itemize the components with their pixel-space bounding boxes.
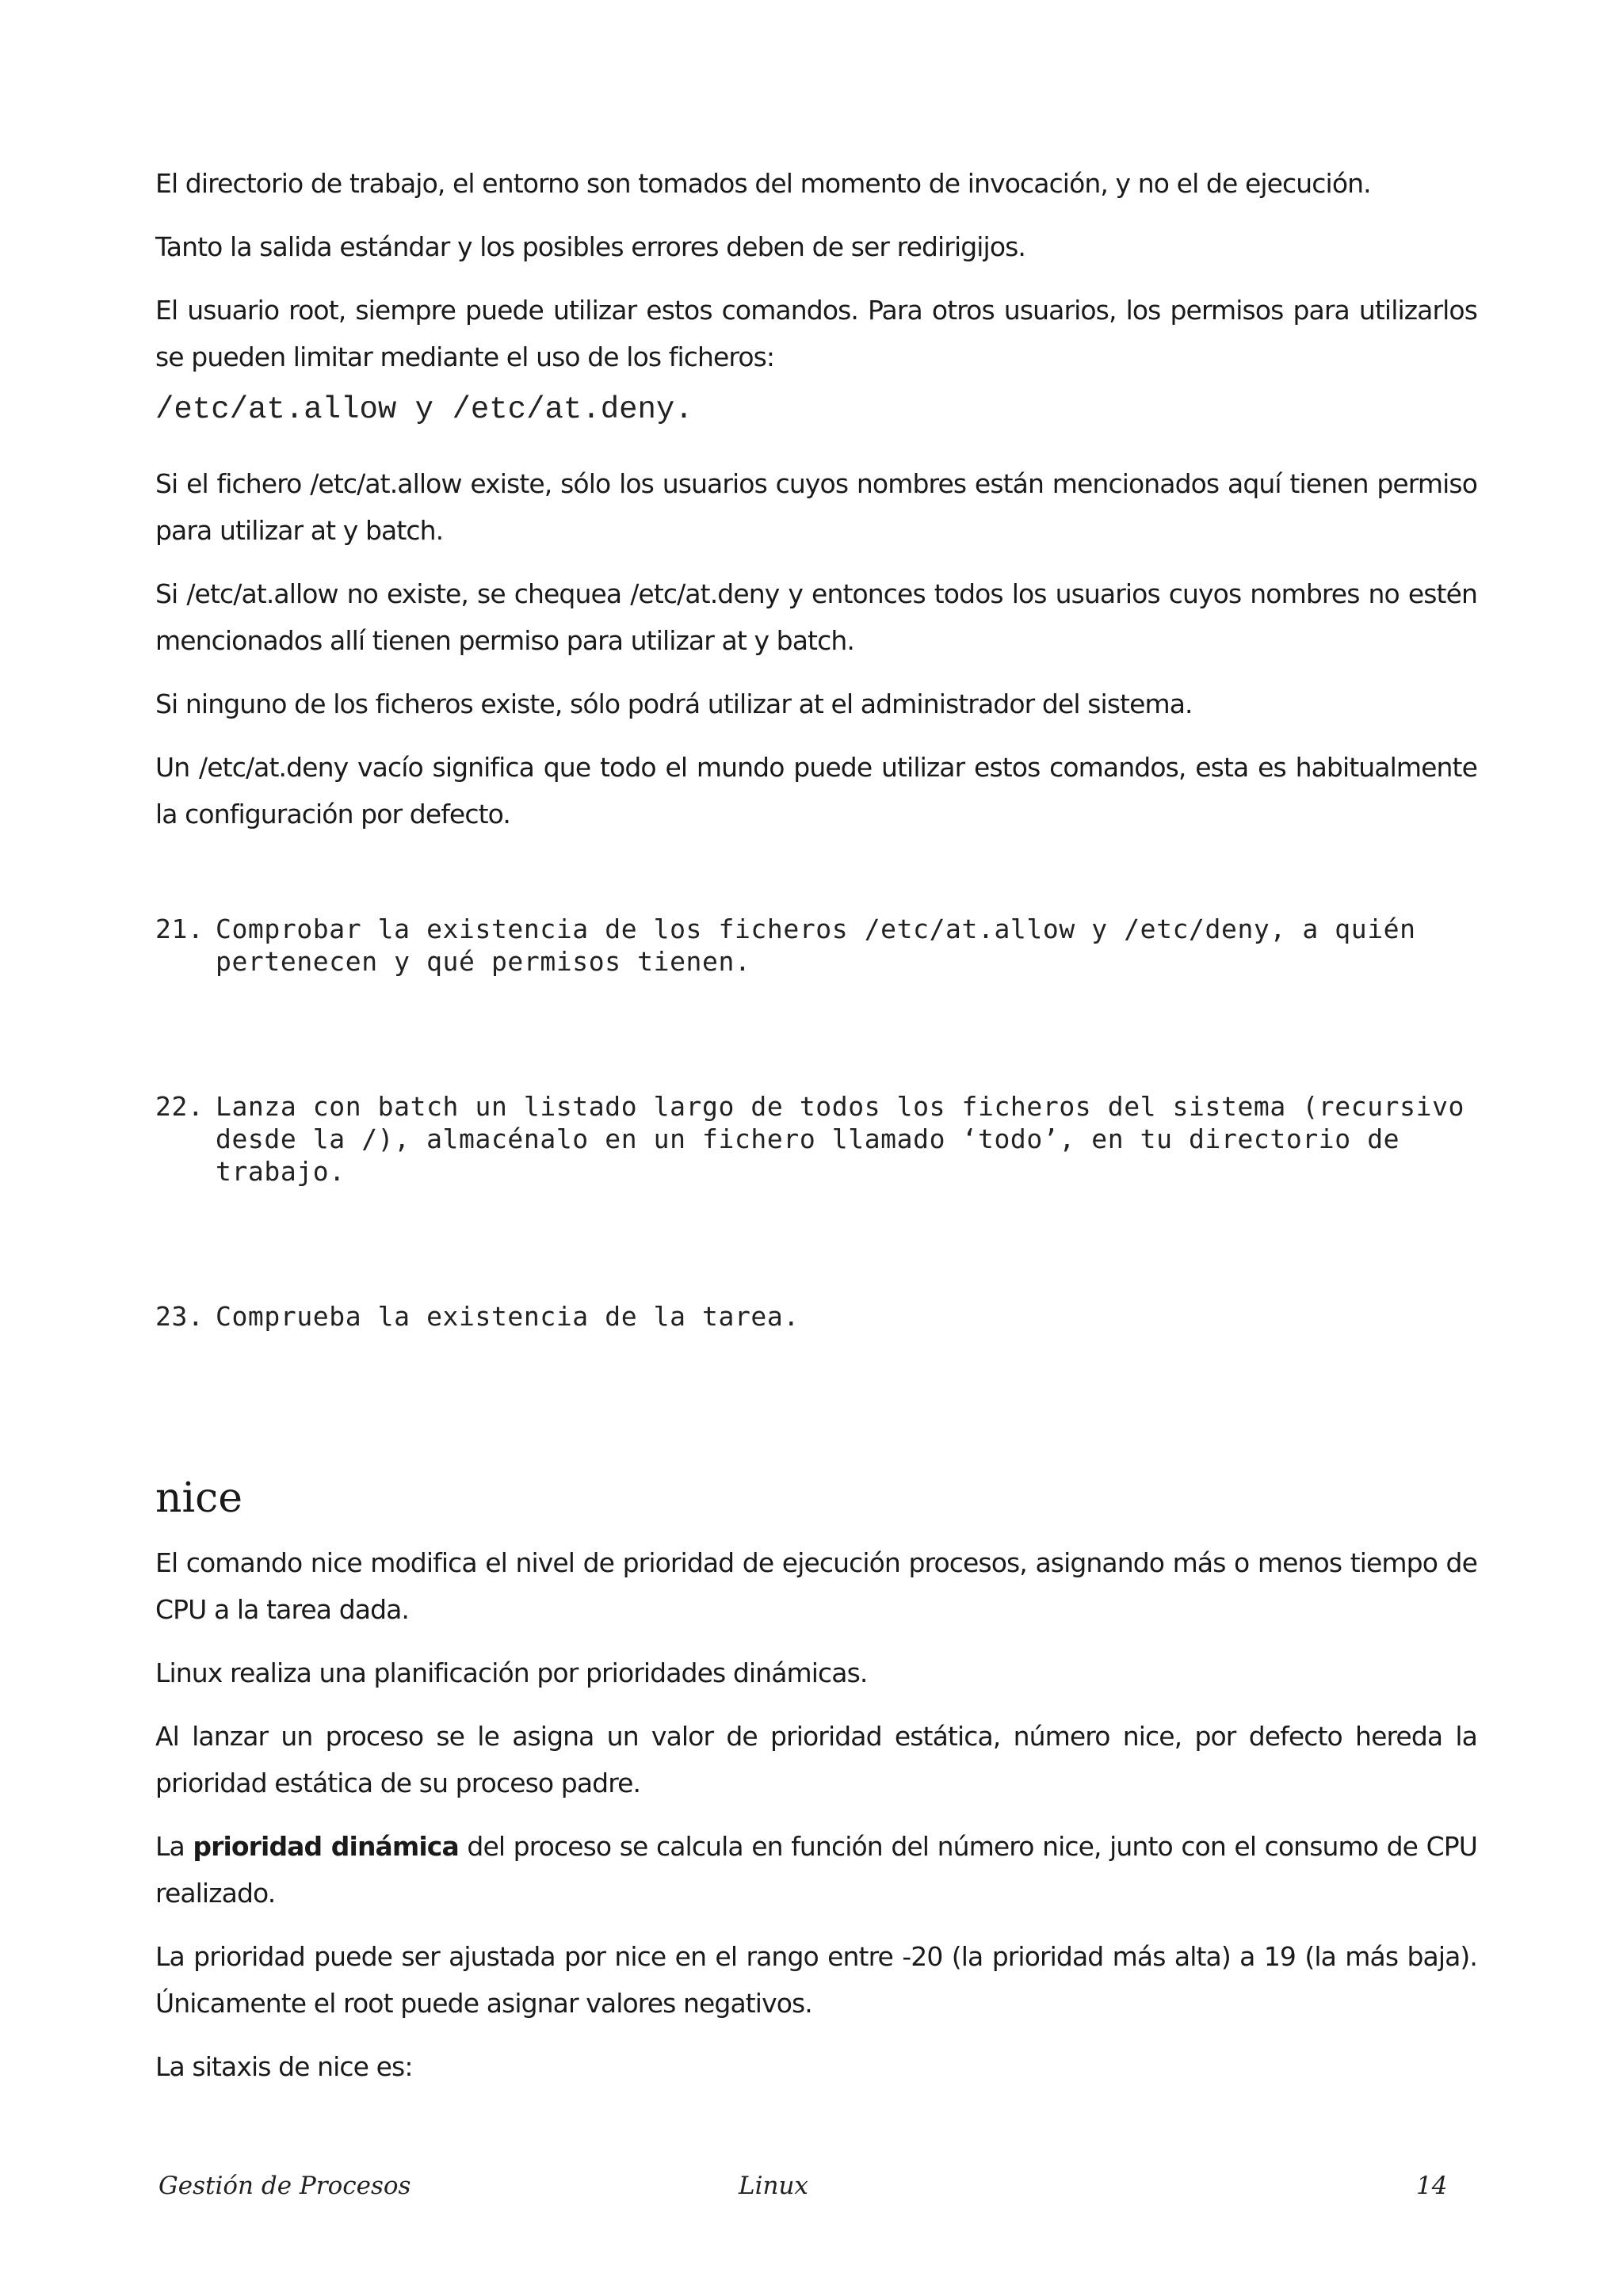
paragraph: El comando nice modifica el nivel de prioridad de ejecución procesos, asignando más o menos tiempo de CPU a la tarea dada. [155, 1547, 1477, 1625]
bold-term: prioridad dinámica [193, 1831, 459, 1862]
exercise-number: 21. [155, 913, 204, 944]
paragraph-dynamic-priority [155, 1823, 1477, 1917]
exercise-item [155, 1090, 1477, 1188]
paragraph: El usuario root, siempre puede utilizar estos comandos. Para otros usuarios, los permisos para utilizarlos se pueden limitar mediante el uso de los ficheros: [155, 295, 1477, 372]
page-content [155, 160, 1477, 2107]
exercise-text: Comprobar la existencia de los ficheros /etc/at.allow y /etc/deny, a quién pertenecen y qué permisos tienen. [216, 913, 1416, 977]
paragraph: Al lanzar un proceso se le asigna un valor de prioridad estática, número nice, por defecto hereda la prioridad estática de su proceso padre. [155, 1721, 1477, 1798]
text-span: del proceso se calcula en función del número nice, junto con el consumo de CPU realizado. [155, 1831, 1478, 1909]
text-span: La [155, 1831, 193, 1862]
paragraph: El directorio de trabajo, el entorno son tomados del momento de invocación, y no el de ejecución. [155, 168, 1371, 199]
paragraph: Si el fichero /etc/at.allow existe, sólo los usuarios cuyos nombres están mencionados aquí tienen permiso para utilizar at y batch. [155, 468, 1477, 546]
footer-title: Gestión de Procesos [158, 2172, 411, 2200]
paragraph: Linux realiza una planificación por prioridades dinámicas. [155, 1657, 868, 1688]
paragraph: Si /etc/at.allow no existe, se chequea /etc/at.deny y entonces todos los usuarios cuyos nombres no estén mencionados allí tienen permiso para utilizar at y batch. [155, 578, 1477, 656]
paragraph: Tanto la salida estándar y los posibles errores deben de ser redirigijos. [155, 231, 1026, 262]
paragraph: Si ninguno de los ficheros existe, sólo podrá utilizar at el administrador del sistema. [155, 688, 1193, 719]
page-footer [0, 2172, 1623, 2211]
exercise-item [155, 913, 1477, 978]
page-number: 14 [1416, 2172, 1448, 2200]
exercise-text: Comprueba la existencia de la tarea. [216, 1301, 800, 1332]
exercise-item [155, 1300, 1477, 1333]
exercise-text: Lanza con batch un listado largo de todos los ficheros del sistema (recursivo desde la /), almacénalo en un fichero llamado ‘todo’, en tu directorio de trabajo. [216, 1091, 1465, 1187]
section-heading: nice [155, 1474, 243, 1522]
paragraph: La sitaxis de nice es: [155, 2051, 413, 2082]
footer-center: Linux [739, 2172, 808, 2200]
exercise-number: 23. [155, 1301, 204, 1332]
exercise-number: 22. [155, 1091, 204, 1122]
paragraph: La prioridad puede ser ajustada por nice en el rango entre -20 (la prioridad más alta) a 19 (la más baja). Únicamente el root puede asignar valores negativos. [155, 1941, 1477, 2019]
files-line: /etc/at.allow y /etc/at.deny. [155, 392, 693, 427]
paragraph: Un /etc/at.deny vacío significa que todo el mundo puede utilizar estos comandos, esta es habitualmente la configuración por defecto. [155, 752, 1477, 830]
